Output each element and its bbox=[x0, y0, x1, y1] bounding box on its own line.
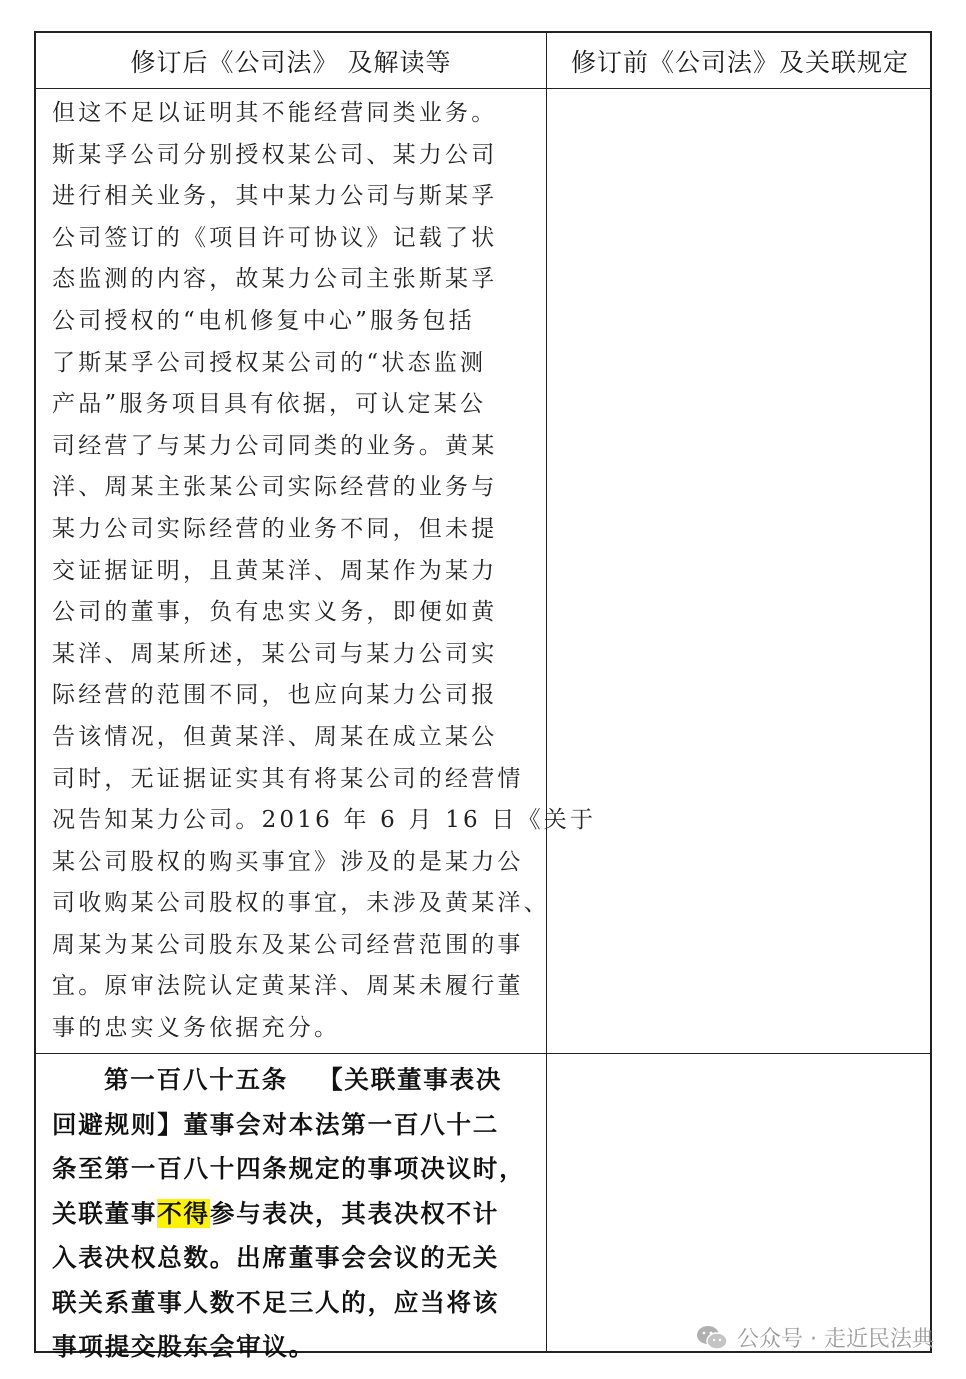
text-line: 态监测的内容，故某力公司主张斯某孚 bbox=[52, 266, 498, 293]
text-line: 际经营的范围不同，也应向某力公司报 bbox=[52, 682, 498, 709]
wechat-icon bbox=[695, 1324, 729, 1352]
text-line: 某洋、周某所述，某公司与某力公司实 bbox=[52, 640, 498, 667]
article-line: 关联董事不得参与表决，其表决权不计 bbox=[52, 1198, 500, 1228]
text-line: 洋、周某主张某公司实际经营的业务与 bbox=[52, 474, 498, 501]
article-number: 第一百八十五条 bbox=[104, 1065, 289, 1094]
text-line: 但这不足以证明其不能经营同类业务。 bbox=[52, 100, 498, 126]
article-line: 联关系董事人数不足三人的，应当将该 bbox=[52, 1287, 500, 1317]
text-line: 斯某孚公司分别授权某公司、某力公司 bbox=[52, 141, 498, 168]
text-line: 公司授权的“电机修复中心”服务包括 bbox=[52, 307, 475, 334]
watermark bbox=[695, 1322, 934, 1353]
row-divider bbox=[36, 1053, 930, 1054]
text-line: 宜。原审法院认定黄某洋、周某未履行董 bbox=[52, 973, 524, 1000]
text-line: 司收购某公司股权的事宜，未涉及黄某洋、 bbox=[52, 890, 550, 917]
text-line: 事的忠实义务依据充分。 bbox=[52, 1015, 341, 1042]
article-line: 条至第一百八十四条规定的事项决议时， bbox=[52, 1154, 526, 1183]
header-previous-law: 修订前《公司法》及关联规定 bbox=[570, 47, 909, 77]
header-revised-law: 修订后《公司法》 及解读等 bbox=[130, 47, 452, 77]
article-line bbox=[52, 1058, 533, 1103]
column-divider bbox=[546, 33, 547, 1351]
comparison-table bbox=[34, 31, 932, 1361]
text-line: 公司签订的《项目许可协议》记载了状 bbox=[52, 224, 498, 251]
text-line: 某公司股权的购买事宜》涉及的是某力公 bbox=[52, 848, 524, 875]
article-line: 事项提交股东会审议。 bbox=[52, 1332, 315, 1361]
header-divider bbox=[36, 88, 930, 89]
highlighted-text: 不得 bbox=[157, 1198, 210, 1228]
text-line: 司时，无证据证实其有将某公司的经营情 bbox=[52, 765, 524, 792]
text-line: 交证据证明，且黄某洋、周某作为某力 bbox=[52, 557, 498, 584]
article-line: 入表决权总数。出席董事会会议的无关 bbox=[52, 1243, 500, 1272]
text-line: 告该情况，但黄某洋、周某在成立某公 bbox=[52, 723, 498, 750]
text-line: 公司的董事，负有忠实义务，即便如黄 bbox=[52, 599, 498, 626]
text-line: 况告知某力公司。2016 年 6 月 16 日《关于 bbox=[52, 807, 597, 834]
text-line: 某力公司实际经营的业务不同，但未提 bbox=[52, 515, 498, 542]
article-title: 【关联董事表决 bbox=[318, 1065, 503, 1094]
article-185-text bbox=[52, 1058, 533, 1370]
article-line: 回避规则】董事会对本法第一百八十二 bbox=[52, 1109, 500, 1139]
text-line: 产品”服务项目具有依据，可认定某公 bbox=[52, 391, 487, 418]
case-interpretation-text bbox=[52, 93, 597, 1050]
watermark-text: 公众号 · 走近民法典 bbox=[737, 1327, 934, 1352]
text-line: 进行相关业务，其中某力公司与斯某孚 bbox=[52, 183, 498, 210]
text-line: 司经营了与某力公司同类的业务。黄某 bbox=[52, 432, 498, 459]
text-line: 周某为某公司股东及某公司经营范围的事 bbox=[52, 931, 524, 958]
text-line: 了斯某孚公司授权某公司的“状态监测 bbox=[52, 349, 487, 376]
